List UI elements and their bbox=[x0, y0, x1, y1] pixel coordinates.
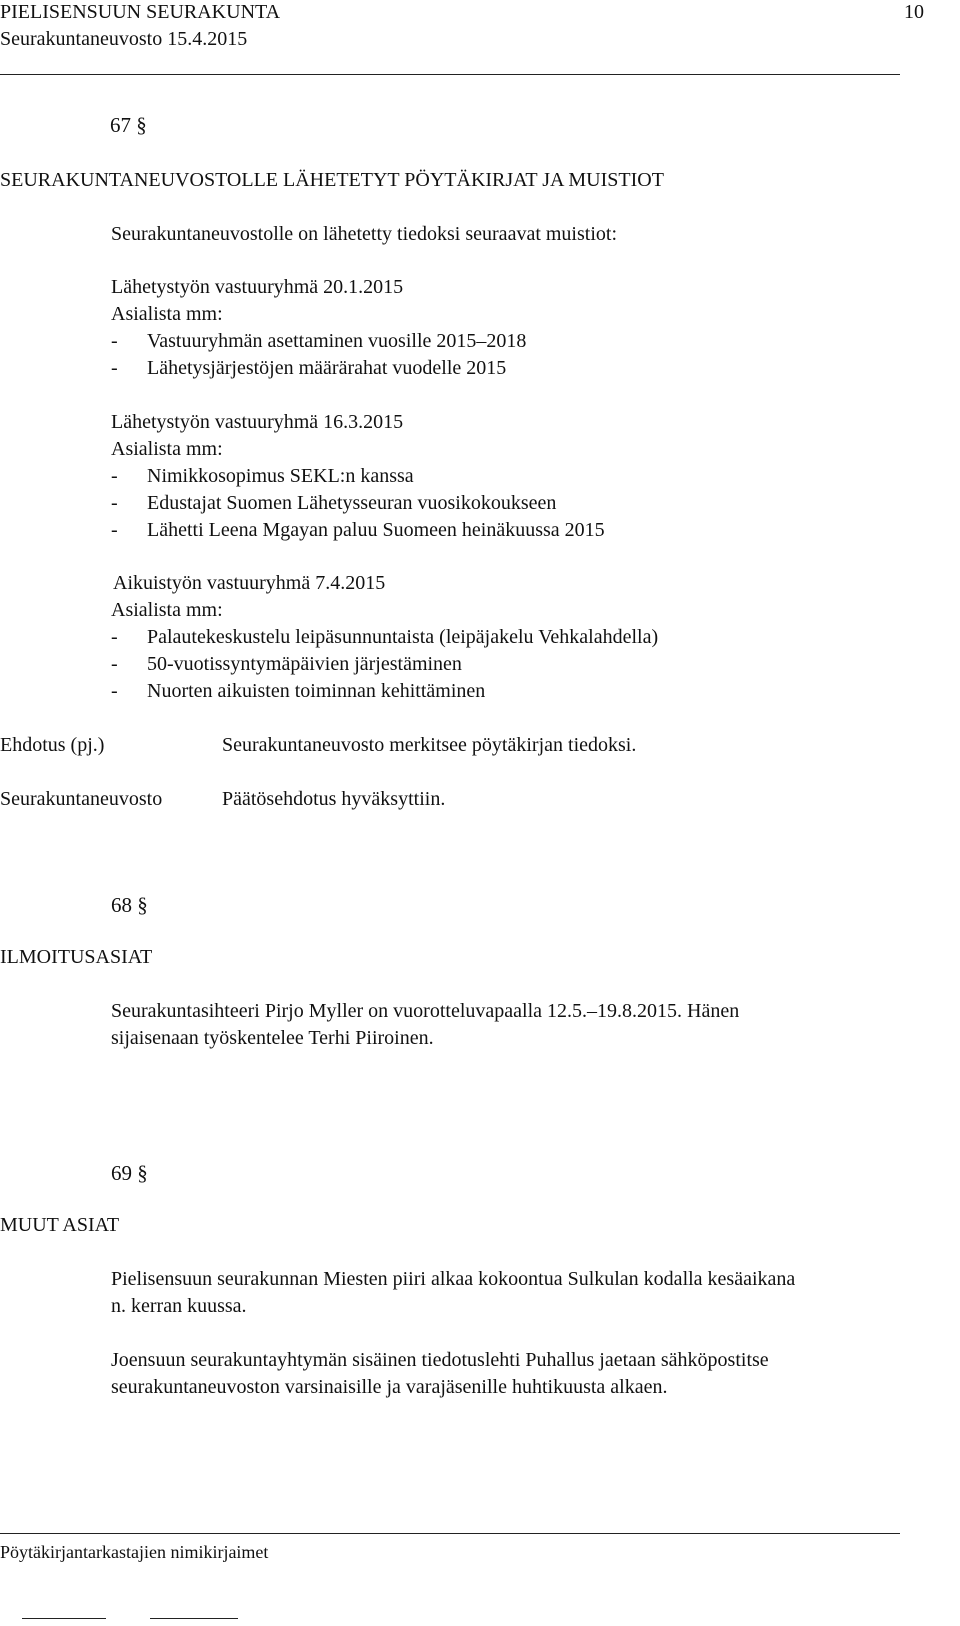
group-3-item-3 bbox=[111, 679, 486, 703]
section-67-title: SEURAKUNTANEUVOSTOLLE LÄHETETYT PÖYTÄKIRJAT JA MUISTIOT bbox=[0, 169, 664, 191]
section-68-line-2: sijaisenaan työskentelee Terhi Piiroinen. bbox=[111, 1027, 434, 1049]
section-67-intro: Seurakuntaneuvostolle on lähetetty tiedoksi seuraavat muistiot: bbox=[111, 223, 617, 245]
group-1-item-1 bbox=[111, 329, 527, 353]
page-number: 10 bbox=[904, 1, 924, 23]
footer-label: Pöytäkirjantarkastajien nimikirjaimet bbox=[0, 1542, 269, 1562]
group-2-item-3-text: Lähetti Leena Mgayan paluu Suomeen heinäkuussa 2015 bbox=[147, 519, 605, 541]
group-2-item-1-text: Nimikkosopimus SEKL:n kanssa bbox=[147, 465, 414, 487]
bullet-dash: - bbox=[111, 680, 118, 702]
bullet-dash: - bbox=[111, 330, 118, 352]
group-2-heading: Lähetystyön vastuuryhmä 16.3.2015 bbox=[111, 411, 404, 433]
group-2-agenda-label: Asialista mm: bbox=[111, 438, 223, 460]
section-69-p1-line-2: n. kerran kuussa. bbox=[111, 1295, 247, 1317]
section-68-number: 68 § bbox=[111, 893, 148, 917]
header-meeting: Seurakuntaneuvosto 15.4.2015 bbox=[0, 28, 248, 50]
proposal-text: Seurakuntaneuvosto merkitsee pöytäkirjan tiedoksi. bbox=[222, 734, 637, 756]
section-69-number: 69 § bbox=[111, 1161, 148, 1185]
section-69-title: MUUT ASIAT bbox=[0, 1214, 120, 1236]
initials-line-2 bbox=[150, 1618, 238, 1619]
group-3-item-2-text: 50-vuotissyntymäpäivien järjestäminen bbox=[147, 653, 462, 675]
group-3-heading: Aikuistyön vastuuryhmä 7.4.2015 bbox=[113, 572, 386, 594]
group-2-item-2 bbox=[111, 491, 557, 515]
header-rule bbox=[0, 74, 900, 75]
group-2-item-3 bbox=[111, 518, 605, 542]
group-3-item-3-text: Nuorten aikuisten toiminnan kehittäminen bbox=[147, 680, 486, 702]
section-68-title: ILMOITUSASIAT bbox=[0, 946, 153, 968]
footer-rule bbox=[0, 1533, 900, 1534]
bullet-dash: - bbox=[111, 653, 118, 675]
bullet-dash: - bbox=[111, 492, 118, 514]
group-1-heading: Lähetystyön vastuuryhmä 20.1.2015 bbox=[111, 276, 404, 298]
group-2-item-2-text: Edustajat Suomen Lähetysseuran vuosikokoukseen bbox=[147, 492, 557, 514]
bullet-dash: - bbox=[111, 519, 118, 541]
decision-text: Päätösehdotus hyväksyttiin. bbox=[222, 788, 446, 810]
group-3-item-1 bbox=[111, 625, 659, 649]
section-68-line-1: Seurakuntasihteeri Pirjo Myller on vuorotteluvapaalla 12.5.–19.8.2015. Hänen bbox=[111, 1000, 740, 1022]
group-1-item-1-text: Vastuuryhmän asettaminen vuosille 2015–2018 bbox=[147, 330, 527, 352]
group-3-item-1-text: Palautekeskustelu leipäsunnuntaista (leipäjakelu Vehkalahdella) bbox=[147, 626, 659, 648]
group-3-item-2 bbox=[111, 652, 462, 676]
section-69-p1-line-1: Pielisensuun seurakunnan Miesten piiri alkaa kokoontua Sulkulan kodalla kesäaikana bbox=[111, 1268, 796, 1290]
section-67-number: 67 § bbox=[110, 113, 147, 137]
group-1-item-2 bbox=[111, 356, 507, 380]
bullet-dash: - bbox=[111, 626, 118, 648]
group-3-agenda-label: Asialista mm: bbox=[111, 599, 223, 621]
header-org: PIELISENSUUN SEURAKUNTA bbox=[0, 1, 281, 23]
section-69-p2-line-2: seurakuntaneuvoston varsinaisille ja varajäsenille huhtikuusta alkaen. bbox=[111, 1376, 668, 1398]
proposal-label: Ehdotus (pj.) bbox=[0, 734, 105, 756]
bullet-dash: - bbox=[111, 357, 118, 379]
group-1-agenda-label: Asialista mm: bbox=[111, 303, 223, 325]
bullet-dash: - bbox=[111, 465, 118, 487]
decision-label: Seurakuntaneuvosto bbox=[0, 788, 163, 810]
section-69-p2-line-1: Joensuun seurakuntayhtymän sisäinen tiedotuslehti Puhallus jaetaan sähköpostitse bbox=[111, 1349, 769, 1371]
initials-line-1 bbox=[22, 1618, 106, 1619]
group-2-item-1 bbox=[111, 464, 414, 488]
group-1-item-2-text: Lähetysjärjestöjen määrärahat vuodelle 2015 bbox=[147, 357, 507, 379]
